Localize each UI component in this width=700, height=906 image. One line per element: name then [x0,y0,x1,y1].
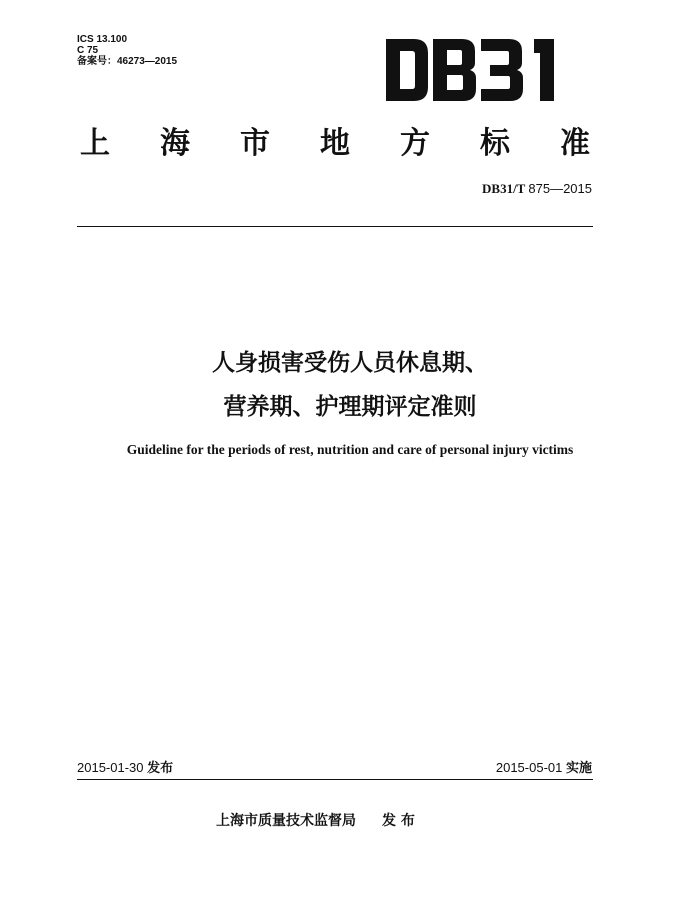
title-char: 准 [560,126,590,161]
document-title-cn-line1: 人身损害受伤人员休息期、 [212,350,488,376]
standard-code [482,181,592,197]
issuer-name: 上海市质量技术监督局 [216,813,356,829]
title-char: 方 [400,126,430,161]
document-title-en: Guideline for the periods of rest, nutrition and care of personal injury victims [126,442,574,457]
publish-date [77,757,173,776]
top-divider [77,226,593,227]
ics-code: ICS 13.100 [77,34,128,45]
title-char: 标 [480,126,510,161]
title-char: 地 [320,126,350,161]
title-char: 市 [240,126,270,161]
db31-logo [384,37,564,103]
standard-code-number: 875—2015 [528,181,592,196]
implement-date-value: 2015-05-01 [495,760,563,775]
publish-date-value: 2015-01-30 [77,760,144,775]
classification-block [77,34,177,67]
issuer-line [216,810,415,830]
title-char: 海 [160,126,190,161]
implement-date [496,757,592,776]
document-title-cn-line2: 营养期、护理期评定准则 [223,394,477,420]
standard-code-prefix: DB31/T [482,181,526,196]
title-char: 上 [80,126,110,161]
ccs-code: C 75 [77,45,99,56]
implement-label: 实施 [565,761,592,776]
issuer-action: 发 布 [382,813,415,829]
bottom-divider [77,779,593,780]
record-number: 备案号：46273—2015 [77,56,178,67]
publish-label: 发布 [147,761,174,776]
standard-type-title [80,118,590,162]
